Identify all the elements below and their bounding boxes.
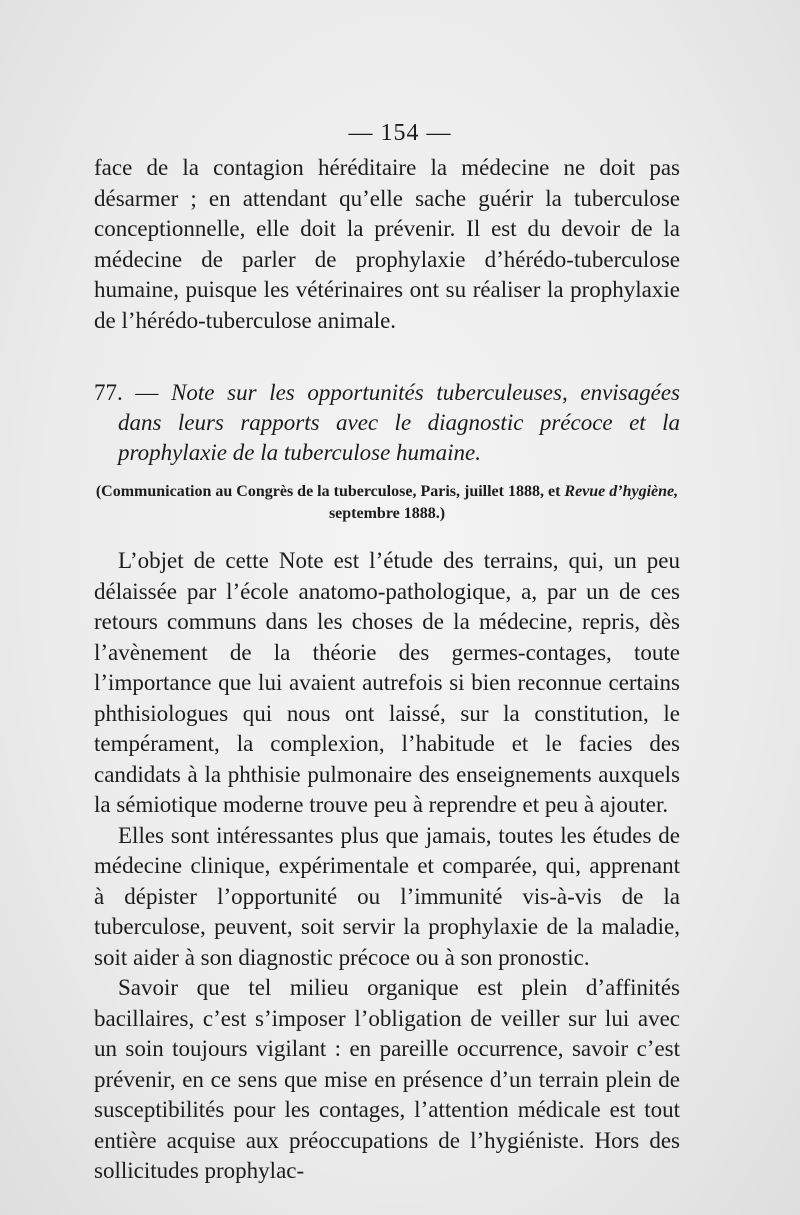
body-paragraph: L’objet de cette Note est l’étude des terrains, qui, un peu délaissée par l’école anatomo-pathologique, a, par un de ces retours communs dans les choses de la médecine, repris, dès l’avènement de la théorie des germes-contages, toute l’importance que lui avaient autrefois si bien reconnue certains phthisiologues qui nous ont laissé, sur la constitution, le tempérament, la complexion, l’habitude et le facies des candidats à la phthisie pulmonaire des enseignements auxquels la sémiotique moderne trouve peu à reprendre et peu à ajouter. [94, 548, 680, 817]
citation-prefix: (Communication au Congrès de la tuberculose, Paris, juillet 1888, et [95, 483, 561, 500]
section-number: 77. — [94, 380, 159, 405]
body-paragraph: Savoir que tel milieu organique est plein d’affinités bacillaires, c’est s’imposer l’obligation de veiller sur lui avec un soin toujours vigilant : en pareille occurrence, savoir c’est prévenir, en ce sens que mise en présence d’un terrain plein de susceptibilités pour les contages, l’attention médicale est tout entière acquise aux préoccupations de l’hygiéniste. Hors des sollicitudes prophylac- [94, 975, 680, 1183]
body-text [94, 546, 680, 1187]
citation-suffix: septembre 1888.) [328, 505, 446, 522]
section-heading [94, 378, 680, 468]
page-number: — 154 — [348, 120, 452, 146]
body-paragraph: Elles sont intéressantes plus que jamais, toutes les études de médecine clinique, expérimentale et comparée, qui, apprenant à dépister l’opportunité ou l’immunité vis-à-vis de la tuberculose, peuvent, soit servir la prophylaxie de la maladie, soit aider à son diagnostic précoce ou à son pronostic. [94, 822, 680, 970]
citation-journal: Revue d’hygiène, [564, 483, 679, 500]
section-title: Note sur les opportunités tuberculeuses, envisagées dans leurs rapports avec le diagnostic précoce et la prophylaxie de la tuberculose humaine. [118, 380, 680, 465]
section-citation [94, 481, 680, 525]
intro-paragraph: face de la contagion héréditaire la médecine ne doit pas désarmer ; en attendant qu’elle sache guérir la tuberculose conceptionnelle, elle doit la prévenir. Il est du devoir de la médecine de parler de prophylaxie d’hérédo-tuberculose humaine, puisque les vétérinaires ont su réaliser la prophylaxie de l’hérédo-tuberculose animale. [94, 155, 680, 333]
